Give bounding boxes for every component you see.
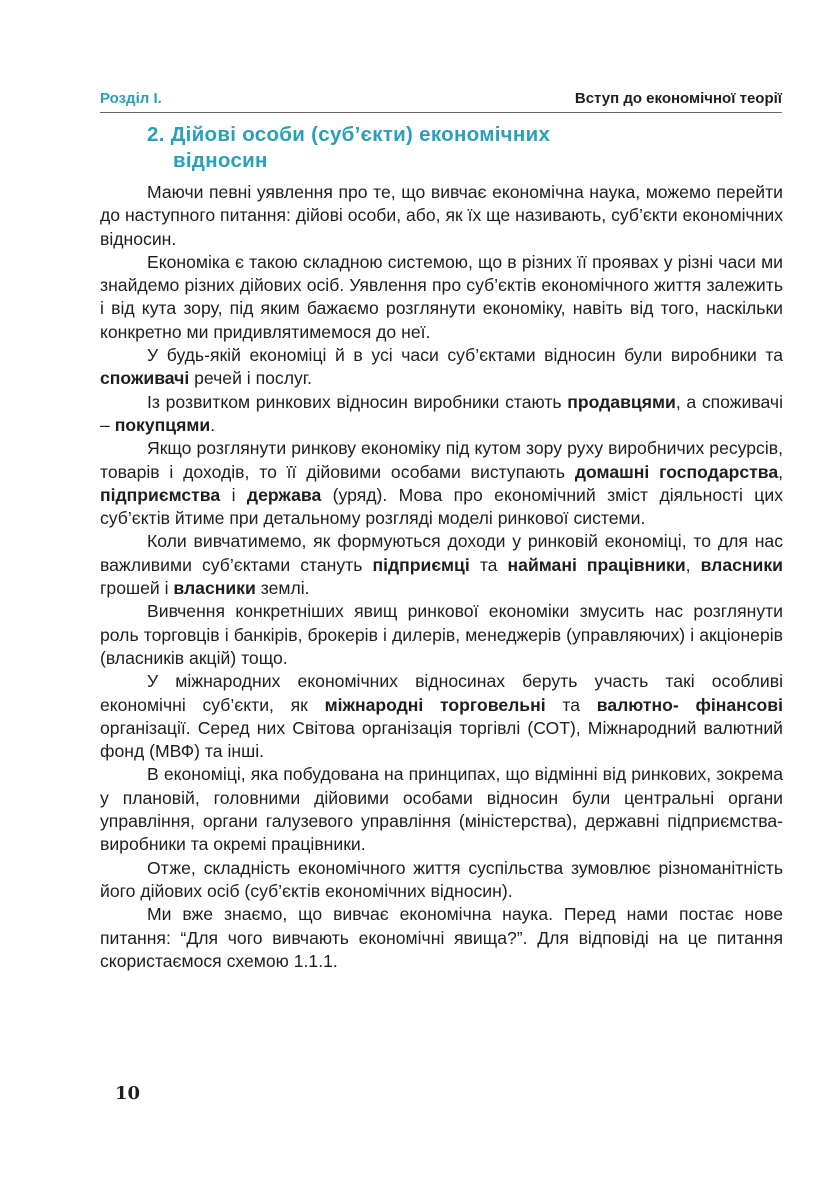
bold-term: міжнародні торговельні (324, 694, 546, 715)
bold-term: домашні господарства (574, 461, 779, 482)
paragraph (100, 437, 783, 530)
paragraph (100, 344, 783, 391)
text-run: Отже, складність економічного життя суспільства зумовлює різноманітність його дійових осіб (суб’єктів економічних відносин). (100, 857, 783, 901)
running-header (100, 90, 782, 112)
text-run: речей і послуг. (189, 368, 312, 389)
text-run: Економіка є такою складною системою, що в різних її проявах у різні часи ми знайдемо різних дійових осіб. Уявлення про суб’єктів економічного життя залежить і від кута зору, під яким бажаємо розглянути економіку, навіть від того, наскільки конкретно ми придивлятимемося до неї. (100, 251, 783, 342)
bold-term: підприємства (100, 484, 221, 505)
text-run: та (469, 554, 508, 575)
subject-title: Вступ до економічної теорії (574, 90, 782, 107)
paragraph (100, 391, 783, 438)
bold-term: споживачі (100, 368, 190, 389)
text-run: У будь-якій економіці й в усі часи суб’єктами відносин були виробники та (147, 345, 783, 366)
paragraph (100, 670, 783, 763)
text-run: (уряд). Мова про економічний зміст діяльності цих суб’єктів йтиме при детальному розгляді моделі ринкової системи. (100, 484, 783, 529)
text-run: В економіці, яка побудована на принципах, що відмінні від ринкових, зокрема у плановій, головними дійовими особами відносин були центральні органи управління, органи галузевого управління (міністерства), державні підприємства-виробники та окремі працівники. (100, 764, 783, 855)
body-text (100, 181, 783, 973)
bold-term: валютно- фінансові (596, 694, 783, 715)
heading-line-2: відносин (173, 149, 268, 172)
text-run: Вивчення конкретніших явищ ринкової економіки змусить нас розглянути роль торговців і банкірів, брокерів і дилерів, менеджерів (управляючих) і акціонерів (власників акцій) тощо. (100, 601, 783, 668)
page-number: 10 (115, 1083, 141, 1104)
text-run: грошей і (100, 578, 174, 599)
bold-term: наймані працівники (507, 554, 686, 575)
text-run: землі. (255, 578, 310, 599)
text-run: Із розвитком ринкових відносин виробники стають (147, 391, 568, 412)
text-run: і (220, 484, 247, 505)
paragraph (100, 903, 783, 973)
bold-term: власники (173, 578, 256, 599)
bold-term: підприємці (372, 554, 470, 575)
text-run: У міжнародних економічних відносинах беруть участь такі особливі економічні суб’єкти, як (100, 671, 783, 715)
bold-term: покупцями (114, 414, 211, 435)
paragraph (100, 763, 783, 856)
bold-term: держава (246, 484, 322, 505)
text-run: , (778, 461, 784, 482)
paragraph (100, 530, 783, 600)
text-run: Ми вже знаємо, що вивчає економічна наука. Перед нами постає нове питання: “Для чого вивчають економічні явища?”. Для відповіді на це питання скористаємося схемою 1.1.1. (100, 904, 783, 971)
text-run: , (685, 554, 701, 575)
text-run: Маючи певні уявлення про те, що вивчає економічна наука, можемо перейти до наступного питання: дійові особи, або, як їх ще називають, суб’єкти економічних відносин. (100, 182, 783, 249)
bold-term: продавцями (567, 391, 676, 412)
heading-line-1: 2. Дійові особи (суб’єкти) економічних (147, 123, 551, 146)
text-run: . (210, 414, 216, 435)
paragraph (100, 857, 783, 904)
paragraph (100, 181, 783, 251)
text-run: Якщо розглянути ринкову економіку під кутом зору руху виробничих ресурсів, товарів і доходів, то її дійовими особами виступають (100, 438, 783, 482)
text-run: Коли вивчатимемо, як формуються доходи у ринковій економіці, то для нас важливими суб’єктами стануть (100, 531, 783, 575)
section-label: Розділ І. (100, 90, 162, 107)
paragraph (100, 600, 783, 670)
paragraph (100, 251, 783, 344)
text-run: , а споживачі – (100, 391, 783, 435)
section-heading (147, 122, 707, 174)
text-run: та (545, 694, 597, 715)
bold-term: власники (700, 554, 783, 575)
text-run: організації. Серед них Світова організація торгівлі (СОТ), Міжнародний валютний фонд (МВФ) та інші. (100, 717, 783, 762)
header-rule (100, 112, 782, 113)
